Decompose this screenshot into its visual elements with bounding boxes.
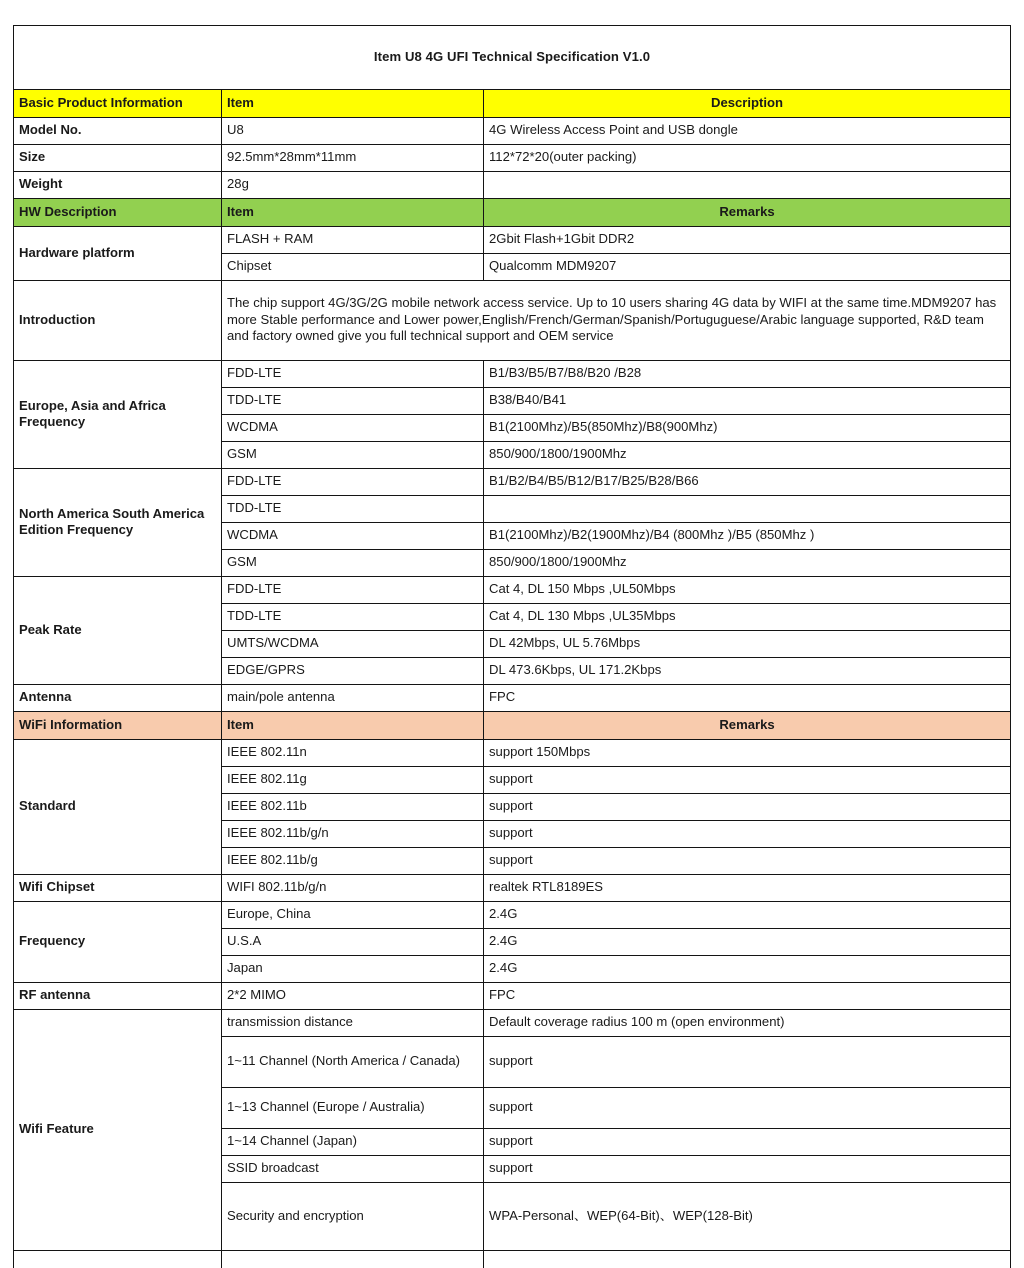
row-item-wifi-chipset: WIFI 802.11b/g/n (222, 875, 484, 902)
row-label-model-no: Model No. (14, 118, 222, 145)
row-label-weight: Weight (14, 172, 222, 199)
row-remarks-peak-tdd-lte: Cat 4, DL 130 Mbps ,UL35Mbps (484, 604, 1011, 631)
table-row (14, 469, 1011, 496)
table-row (14, 902, 1011, 929)
row-remarks-ieee-80211bg: support (484, 848, 1011, 875)
table-row (14, 145, 1011, 172)
hw-header-remarks: Remarks (484, 199, 1011, 227)
row-remarks-ssid-broadcast: support (484, 1156, 1011, 1183)
row-item-eaa-wcdma: WCDMA (222, 415, 484, 442)
row-item-eaa-fdd-lte: FDD-LTE (222, 361, 484, 388)
row-label-peak-rate: Peak Rate (14, 577, 222, 685)
row-remarks-ieee-80211b: support (484, 794, 1011, 821)
row-remarks-channel-japan: support (484, 1129, 1011, 1156)
wifi-header-item: Item (222, 712, 484, 740)
row-label-standard: Standard (14, 740, 222, 875)
row-remarks-nsa-fdd-lte: B1/B2/B4/B5/B12/B17/B25/B28/B66 (484, 469, 1011, 496)
row-remarks-peak-umts-wcdma: DL 42Mbps, UL 5.76Mbps (484, 631, 1011, 658)
table-row (14, 172, 1011, 199)
row-item-ssid-broadcast: SSID broadcast (222, 1156, 484, 1183)
row-label-hardware-platform: Hardware platform (14, 227, 222, 281)
table-row (14, 1010, 1011, 1037)
cut-cell-2 (222, 1251, 484, 1268)
specification-table (13, 25, 1011, 1268)
row-label-rf-antenna: RF antenna (14, 983, 222, 1010)
row-label-north-south-america-frequency: North America South America Edition Frequency (14, 469, 222, 577)
row-remarks-channel-europe: support (484, 1088, 1011, 1129)
row-item-ieee-80211b: IEEE 802.11b (222, 794, 484, 821)
cut-cell-1 (14, 1251, 222, 1268)
row-label-antenna: Antenna (14, 685, 222, 712)
row-item-peak-fdd-lte: FDD-LTE (222, 577, 484, 604)
row-description-size: 112*72*20(outer packing) (484, 145, 1011, 172)
row-item-ieee-80211g: IEEE 802.11g (222, 767, 484, 794)
row-label-size: Size (14, 145, 222, 172)
specification-sheet (13, 25, 1010, 1268)
row-item-nsa-tdd-lte: TDD-LTE (222, 496, 484, 523)
basic-header-item: Item (222, 90, 484, 118)
title-row (14, 26, 1011, 90)
hw-section-header-row (14, 199, 1011, 227)
row-item-antenna: main/pole antenna (222, 685, 484, 712)
hw-header-item: Item (222, 199, 484, 227)
row-item-chipset: Chipset (222, 254, 484, 281)
row-item-flash-ram: FLASH + RAM (222, 227, 484, 254)
row-item-nsa-wcdma: WCDMA (222, 523, 484, 550)
row-item-nsa-gsm: GSM (222, 550, 484, 577)
document-title: Item U8 4G UFI Technical Specification V1.0 (14, 26, 1011, 90)
row-remarks-freq-usa: 2.4G (484, 929, 1011, 956)
row-item-channel-europe: 1~13 Channel (Europe / Australia) (222, 1088, 484, 1129)
table-row (14, 577, 1011, 604)
basic-header-description: Description (484, 90, 1011, 118)
table-row (14, 685, 1011, 712)
row-item-freq-europe-china: Europe, China (222, 902, 484, 929)
table-row (14, 361, 1011, 388)
row-remarks-antenna: FPC (484, 685, 1011, 712)
table-row-partial-cutoff (14, 1251, 1011, 1268)
table-row (14, 740, 1011, 767)
table-row (14, 875, 1011, 902)
row-item-freq-japan: Japan (222, 956, 484, 983)
row-label-wifi-frequency: Frequency (14, 902, 222, 983)
row-remarks-freq-japan: 2.4G (484, 956, 1011, 983)
wifi-header-remarks: Remarks (484, 712, 1011, 740)
table-row (14, 281, 1011, 361)
row-remarks-nsa-gsm: 850/900/1800/1900Mhz (484, 550, 1011, 577)
row-item-peak-tdd-lte: TDD-LTE (222, 604, 484, 631)
row-remarks-freq-europe-china: 2.4G (484, 902, 1011, 929)
row-item-rf-antenna: 2*2 MIMO (222, 983, 484, 1010)
row-remarks-chipset: Qualcomm MDM9207 (484, 254, 1011, 281)
row-item-security-encryption: Security and encryption (222, 1183, 484, 1251)
row-remarks-security-encryption: WPA-Personal、WEP(64-Bit)、WEP(128-Bit) (484, 1183, 1011, 1251)
table-row (14, 983, 1011, 1010)
row-text-introduction: The chip support 4G/3G/2G mobile network access service. Up to 10 users sharing 4G data by WIFI at the same time.MDM9207 has more Stable performance and Lower power,English/French/German/Spanish/Portuguguese/Arabic language supported, R&D team and factory owned give you full technical support and OEM service (222, 281, 1011, 361)
row-item-ieee-80211bg: IEEE 802.11b/g (222, 848, 484, 875)
row-description-weight (484, 172, 1011, 199)
row-remarks-peak-edge-gprs: DL 473.6Kbps, UL 171.2Kbps (484, 658, 1011, 685)
row-item-ieee-80211bgn: IEEE 802.11b/g/n (222, 821, 484, 848)
basic-section-header-row (14, 90, 1011, 118)
row-remarks-nsa-tdd-lte (484, 496, 1011, 523)
row-remarks-peak-fdd-lte: Cat 4, DL 150 Mbps ,UL50Mbps (484, 577, 1011, 604)
row-item-ieee-80211n: IEEE 802.11n (222, 740, 484, 767)
row-remarks-wifi-chipset: realtek RTL8189ES (484, 875, 1011, 902)
row-label-wifi-chipset: Wifi Chipset (14, 875, 222, 902)
row-remarks-flash-ram: 2Gbit Flash+1Gbit DDR2 (484, 227, 1011, 254)
row-item-nsa-fdd-lte: FDD-LTE (222, 469, 484, 496)
row-remarks-eaa-tdd-lte: B38/B40/B41 (484, 388, 1011, 415)
row-description-model-no: 4G Wireless Access Point and USB dongle (484, 118, 1011, 145)
row-remarks-eaa-gsm: 850/900/1800/1900Mhz (484, 442, 1011, 469)
row-remarks-rf-antenna: FPC (484, 983, 1011, 1010)
row-label-europe-asia-africa-frequency: Europe, Asia and Africa Frequency (14, 361, 222, 469)
row-item-eaa-gsm: GSM (222, 442, 484, 469)
row-remarks-eaa-fdd-lte: B1/B3/B5/B7/B8/B20 /B28 (484, 361, 1011, 388)
row-remarks-channel-north-america: support (484, 1037, 1011, 1088)
row-remarks-ieee-80211g: support (484, 767, 1011, 794)
row-label-wifi-feature: Wifi Feature (14, 1010, 222, 1251)
row-remarks-ieee-80211bgn: support (484, 821, 1011, 848)
row-item-eaa-tdd-lte: TDD-LTE (222, 388, 484, 415)
row-remarks-eaa-wcdma: B1(2100Mhz)/B5(850Mhz)/B8(900Mhz) (484, 415, 1011, 442)
row-item-transmission-distance: transmission distance (222, 1010, 484, 1037)
row-item-peak-edge-gprs: EDGE/GPRS (222, 658, 484, 685)
hw-header-category: HW Description (14, 199, 222, 227)
wifi-header-category: WiFi Information (14, 712, 222, 740)
table-row (14, 227, 1011, 254)
row-remarks-transmission-distance: Default coverage radius 100 m (open environment) (484, 1010, 1011, 1037)
cut-cell-3 (484, 1251, 1011, 1268)
row-item-freq-usa: U.S.A (222, 929, 484, 956)
row-item-channel-north-america: 1~11 Channel (North America / Canada) (222, 1037, 484, 1088)
row-item-peak-umts-wcdma: UMTS/WCDMA (222, 631, 484, 658)
row-label-introduction: Introduction (14, 281, 222, 361)
row-item-channel-japan: 1~14 Channel (Japan) (222, 1129, 484, 1156)
row-remarks-nsa-wcdma: B1(2100Mhz)/B2(1900Mhz)/B4 (800Mhz )/B5 (850Mhz ) (484, 523, 1011, 550)
row-remarks-ieee-80211n: support 150Mbps (484, 740, 1011, 767)
basic-header-category: Basic Product Information (14, 90, 222, 118)
row-item-model-no: U8 (222, 118, 484, 145)
row-item-size: 92.5mm*28mm*11mm (222, 145, 484, 172)
table-row (14, 118, 1011, 145)
row-item-weight: 28g (222, 172, 484, 199)
wifi-section-header-row (14, 712, 1011, 740)
